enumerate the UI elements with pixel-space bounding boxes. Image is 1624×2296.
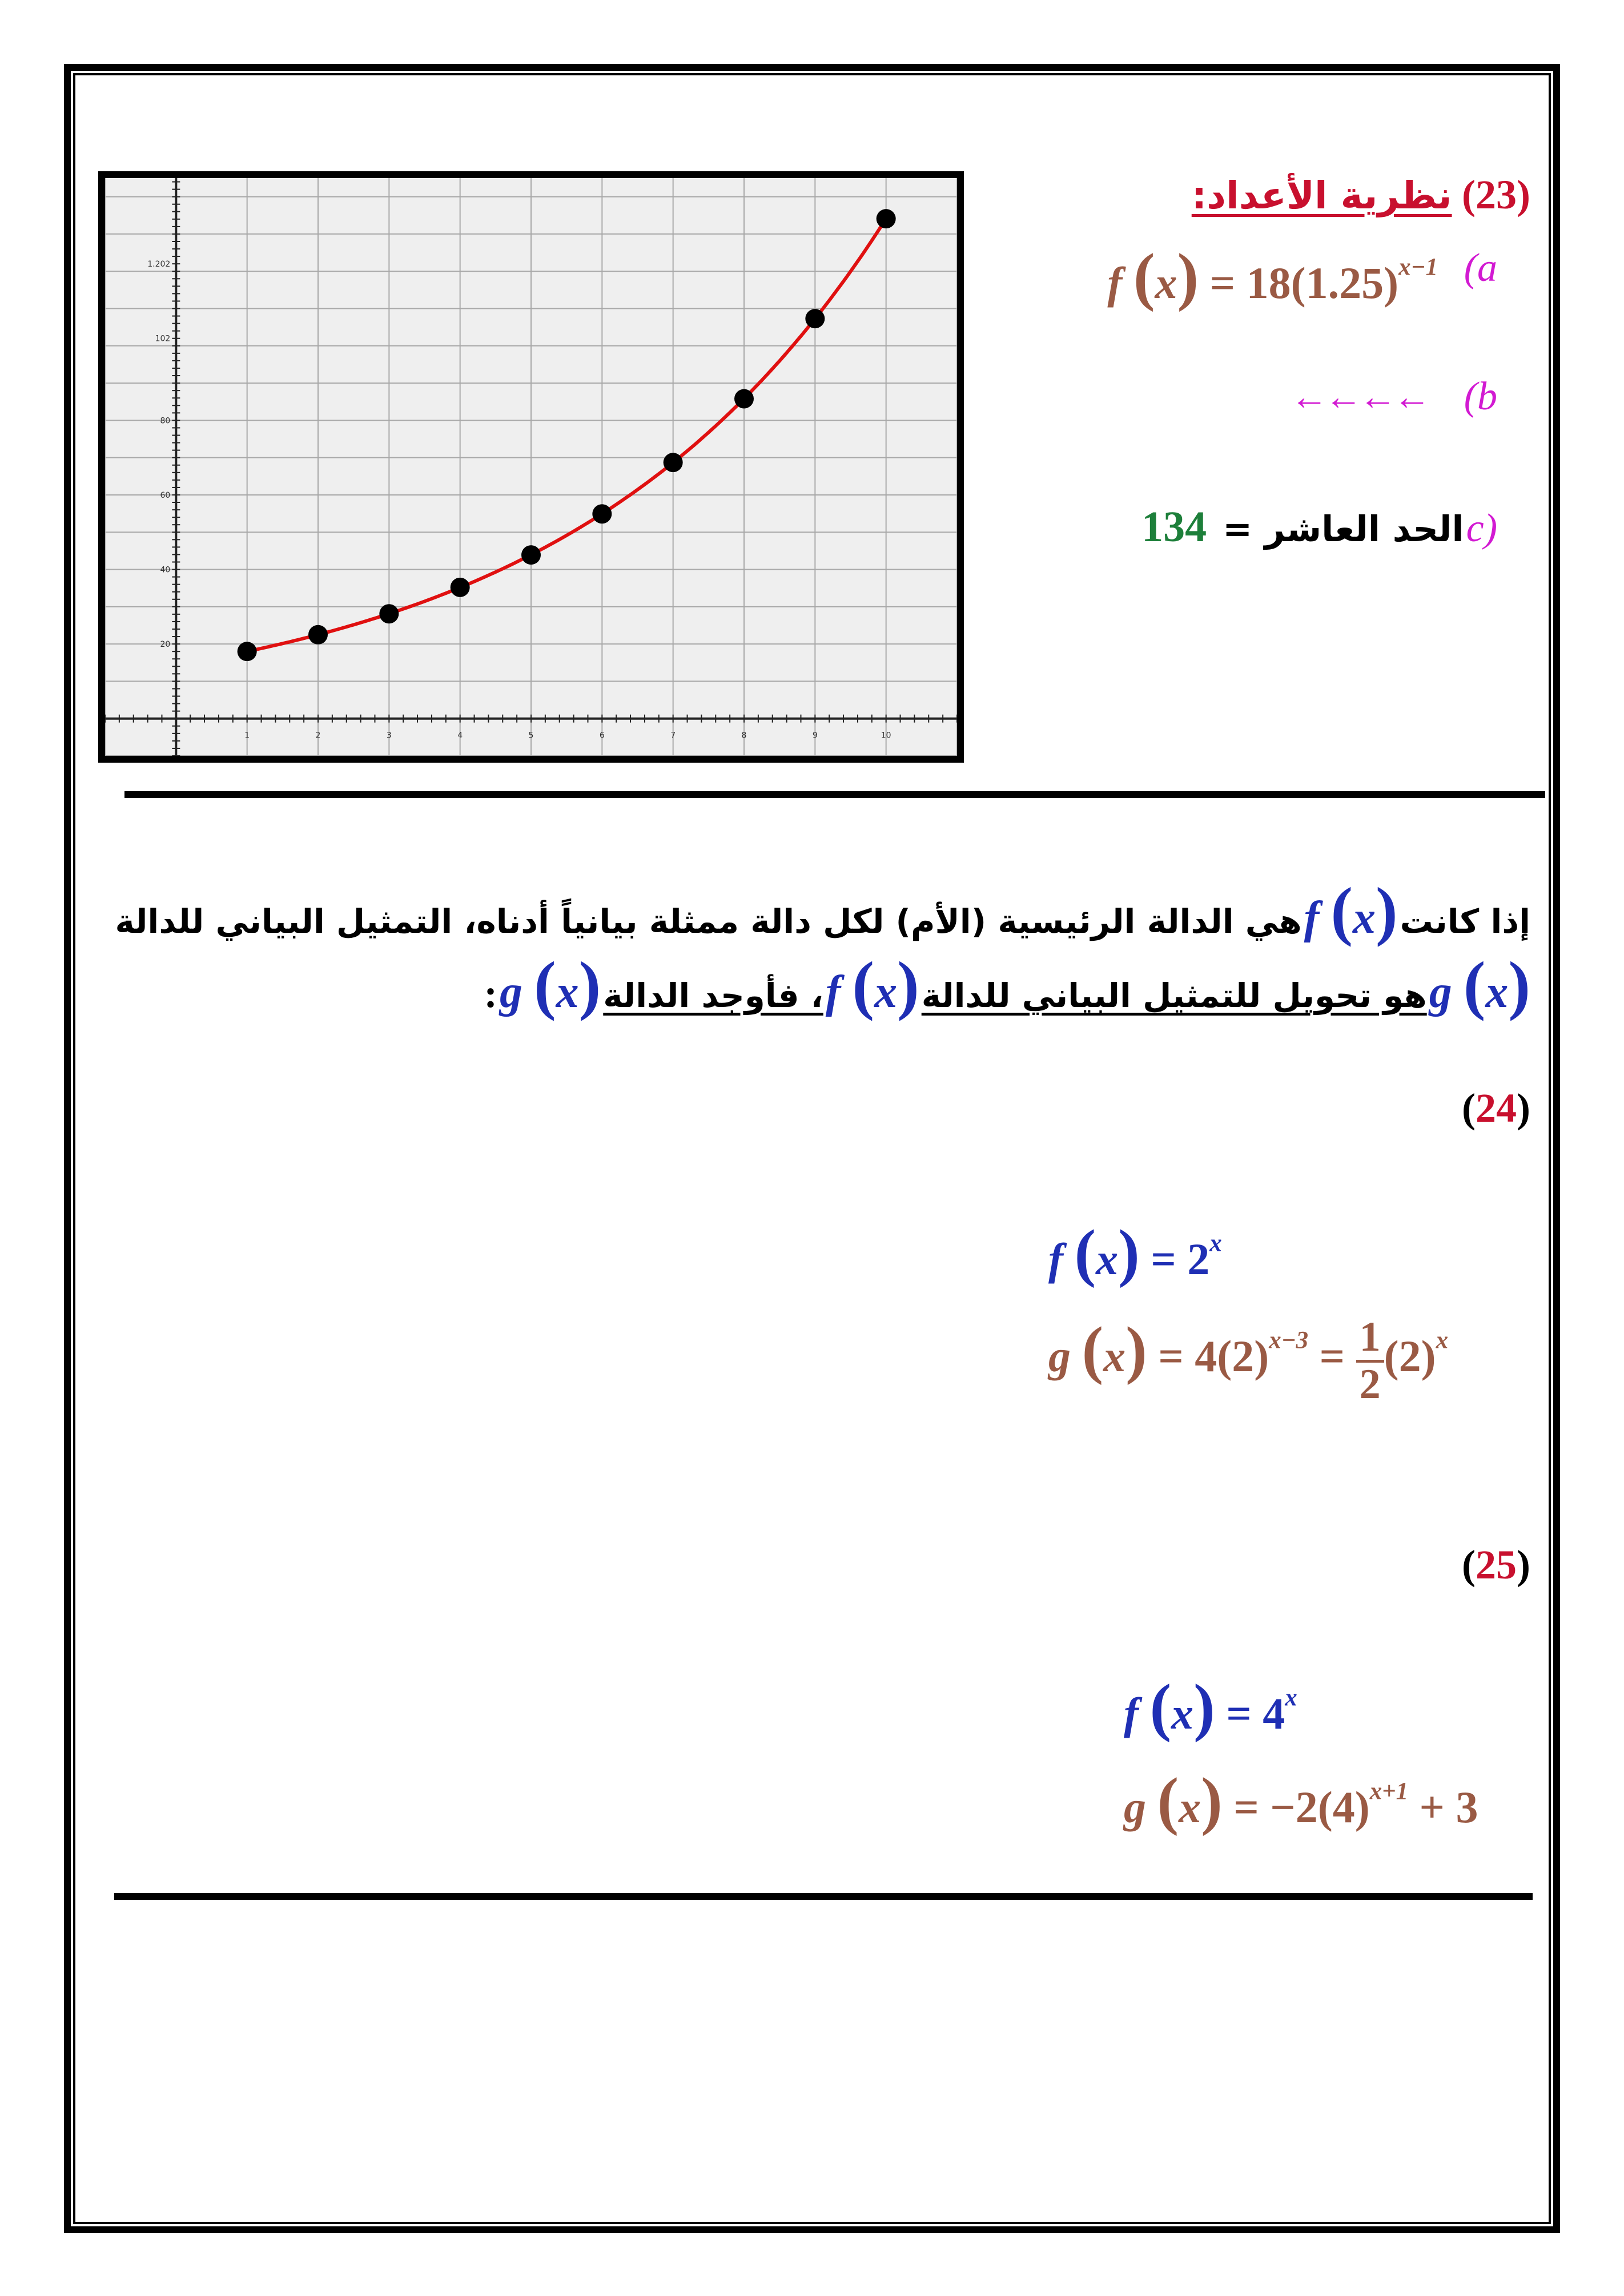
y-tick-label: 1.202 (147, 260, 171, 269)
q23-topic: نظرية الأعداد: (1191, 174, 1452, 217)
intro-find-text: ، فأوجد الدالة (603, 976, 823, 1015)
data-point (734, 389, 754, 409)
intro-line-1 (103, 873, 1530, 949)
intro-fx: (x) f (1304, 875, 1398, 948)
data-point (308, 625, 328, 645)
data-point (379, 604, 399, 623)
q24-equals: = (1319, 1331, 1345, 1381)
data-point (805, 309, 825, 328)
q24-g-tail: (2) (1384, 1331, 1436, 1381)
y-tick-label: 60 (160, 490, 171, 500)
q24-frac-den: 2 (1359, 1360, 1381, 1408)
q25-number: 25 (1476, 1542, 1517, 1588)
q23-a-exponent: x−1 (1398, 253, 1438, 281)
q25-f-exponent: x (1285, 1684, 1297, 1711)
data-point (521, 545, 541, 565)
x-tick-label: 2 (315, 731, 321, 740)
intro-line-2 (484, 948, 1530, 1024)
q23-part-c (1141, 502, 1497, 552)
divider-top (124, 791, 1545, 798)
q24-g: g $(x) = 4(2)^{x-3}$ = $\frac{1}{2}$ $(2)^x$ (1048, 1313, 1449, 1408)
q23-c-text: الحد العاشر = (1223, 508, 1464, 550)
x-tick-label: 8 (741, 731, 747, 740)
intro-line-1-text: هي الدالة الرئيسية (الأم) لكل دالة ممثلة بيانياً أدناه، التمثيل البياني للدالة (115, 902, 1302, 941)
q24-fraction (1356, 1315, 1384, 1407)
q24-frac-num: 1 (1356, 1315, 1384, 1363)
intro-colon: : (484, 972, 497, 1016)
q24-number-label: (24) (1462, 1085, 1530, 1131)
data-point (877, 209, 896, 228)
data-point (238, 642, 257, 661)
exponential-graph (98, 171, 964, 763)
intro-if: إذا كانت (1400, 902, 1530, 941)
data-point (451, 578, 470, 597)
arrows-left-icon: ←←←← (1290, 376, 1428, 418)
q23-part-a: f $(x) = 18(1.25)^{x-1}$ (1107, 241, 1438, 312)
chart-svg (105, 178, 957, 756)
q24-f: f $(x) = 2^x$ (1048, 1217, 1222, 1288)
intro-gx-2: (x) g (499, 949, 601, 1022)
q24-number: 24 (1476, 1085, 1517, 1131)
x-tick-label: 10 (881, 731, 891, 740)
q23-a-equation: = 18(1.25) (1209, 258, 1399, 308)
x-symbol: x (1155, 258, 1177, 308)
intro-line-2-text: هو تحويل للتمثيل البياني للدالة (921, 976, 1427, 1015)
q25-number-label: (25) (1462, 1542, 1530, 1588)
q25-f: f $(x) = 4^x$ (1124, 1671, 1297, 1743)
x-tick-label: 3 (386, 731, 392, 740)
exponential-curve (247, 219, 886, 651)
y-tick-label: 20 (160, 640, 171, 650)
y-tick-label: 102 (155, 334, 171, 344)
x-tick-label: 5 (528, 731, 534, 740)
q24-f-exponent: x (1209, 1230, 1222, 1257)
y-tick-label: 80 (160, 416, 171, 426)
q25-g: g $(x) = -2(4)^{x+1} + 3$ (1124, 1765, 1478, 1836)
q23-c-label: (c (1466, 506, 1497, 550)
fx-symbol: f (1107, 258, 1123, 308)
x-tick-label: 7 (670, 731, 676, 740)
intro-fx-2: (x) f (825, 949, 919, 1022)
data-point (592, 504, 612, 523)
x-tick-label: 6 (599, 731, 605, 740)
intro-gx: (x) g (1429, 949, 1530, 1022)
q23-b-label: (b (1464, 374, 1497, 418)
x-tick-label: 9 (812, 731, 818, 740)
y-tick-label: 40 (160, 565, 171, 575)
q23-number: 23 (1476, 172, 1517, 217)
x-tick-label: 4 (457, 731, 463, 740)
q23-heading: (23) نظرية الأعداد: (1191, 172, 1530, 217)
x-tick-label: 1 (244, 731, 250, 740)
q24-g-exponent: x−3 (1269, 1327, 1309, 1354)
data-point (664, 453, 683, 472)
divider-bottom (114, 1893, 1533, 1900)
q25-g-tail: + 3 (1419, 1782, 1478, 1832)
q25-g-exponent: x+1 (1369, 1778, 1409, 1805)
q23-part-b (1291, 374, 1497, 420)
q23-c-value: 134 (1141, 503, 1207, 551)
q24-g-tail-exponent: x (1436, 1327, 1449, 1354)
q23-a-label: (a (1464, 246, 1497, 290)
